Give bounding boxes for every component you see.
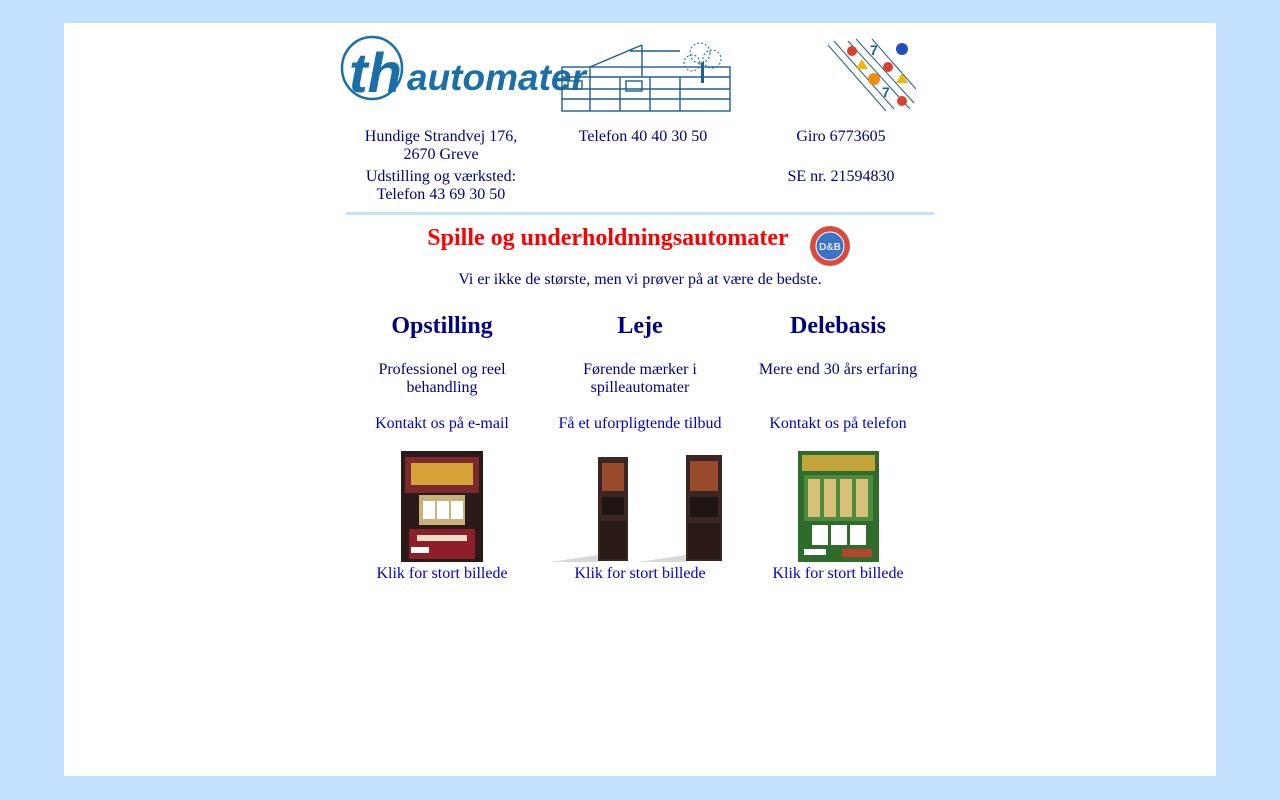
badge-text: D&B [819, 242, 841, 253]
enlarge-image-link-2[interactable]: Klik for stort billede [574, 565, 706, 582]
db-badge-icon [809, 225, 851, 267]
column-title-leje: Leje [617, 313, 663, 339]
se-number-text: SE nr. 21594830 [787, 168, 895, 185]
column-desc-delebasis [738, 361, 938, 379]
page-headline: Spille og underholdningsautomater [427, 225, 789, 251]
enlarge-image-link-1[interactable]: Klik for stort billede [376, 565, 508, 582]
address-block [341, 128, 541, 164]
tagline: Vi er ikke de største, men vi prøver på at være de bedste. [458, 271, 822, 288]
giro-text: Giro 6773605 [796, 128, 886, 145]
address-line-1: Hundige Strandvej 176, [364, 128, 518, 145]
address-line-2: 2670 Greve [403, 146, 479, 163]
logo-text: automater [407, 57, 586, 98]
workshop-block [341, 168, 541, 204]
phone-text: Telefon 40 40 30 50 [578, 128, 708, 145]
request-quote-link[interactable]: Få et uforpligtende tilbud [558, 415, 722, 432]
email-contact-link[interactable]: Kontakt os på e-mail [375, 415, 509, 432]
column-desc-leje [540, 361, 740, 397]
desc-line-1: Professionel og reel [378, 361, 506, 378]
desc-line-2: spilleautomater [590, 379, 690, 396]
th-automater-logo [341, 35, 586, 104]
slot-machine-image-2[interactable] [550, 451, 724, 562]
slot-machine-image-1[interactable] [401, 451, 483, 562]
column-title-delebasis: Delebasis [790, 313, 886, 339]
svg-text:7: 7 [870, 42, 878, 58]
desc-line-2: behandling [406, 379, 478, 396]
divider [346, 212, 934, 215]
column-title-opstilling: Opstilling [391, 313, 493, 339]
desc-line-1: Mere end 30 års erfaring [758, 361, 918, 378]
page-content [64, 23, 1216, 776]
logo-prefix: th [349, 41, 402, 104]
phone-contact-link[interactable]: Kontakt os på telefon [769, 415, 907, 432]
svg-text:7: 7 [882, 84, 890, 100]
workshop-line-2: Telefon 43 69 30 50 [376, 186, 506, 203]
desc-line-1: Førende mærker i [583, 361, 697, 378]
slot-symbols-logo [824, 39, 916, 113]
enlarge-image-link-3[interactable]: Klik for stort billede [772, 565, 904, 582]
column-desc-opstilling [342, 361, 542, 397]
slot-machine-image-3[interactable] [798, 451, 879, 562]
workshop-line-1: Udstilling og værksted: [365, 168, 517, 185]
building-sketch-image [560, 37, 732, 113]
